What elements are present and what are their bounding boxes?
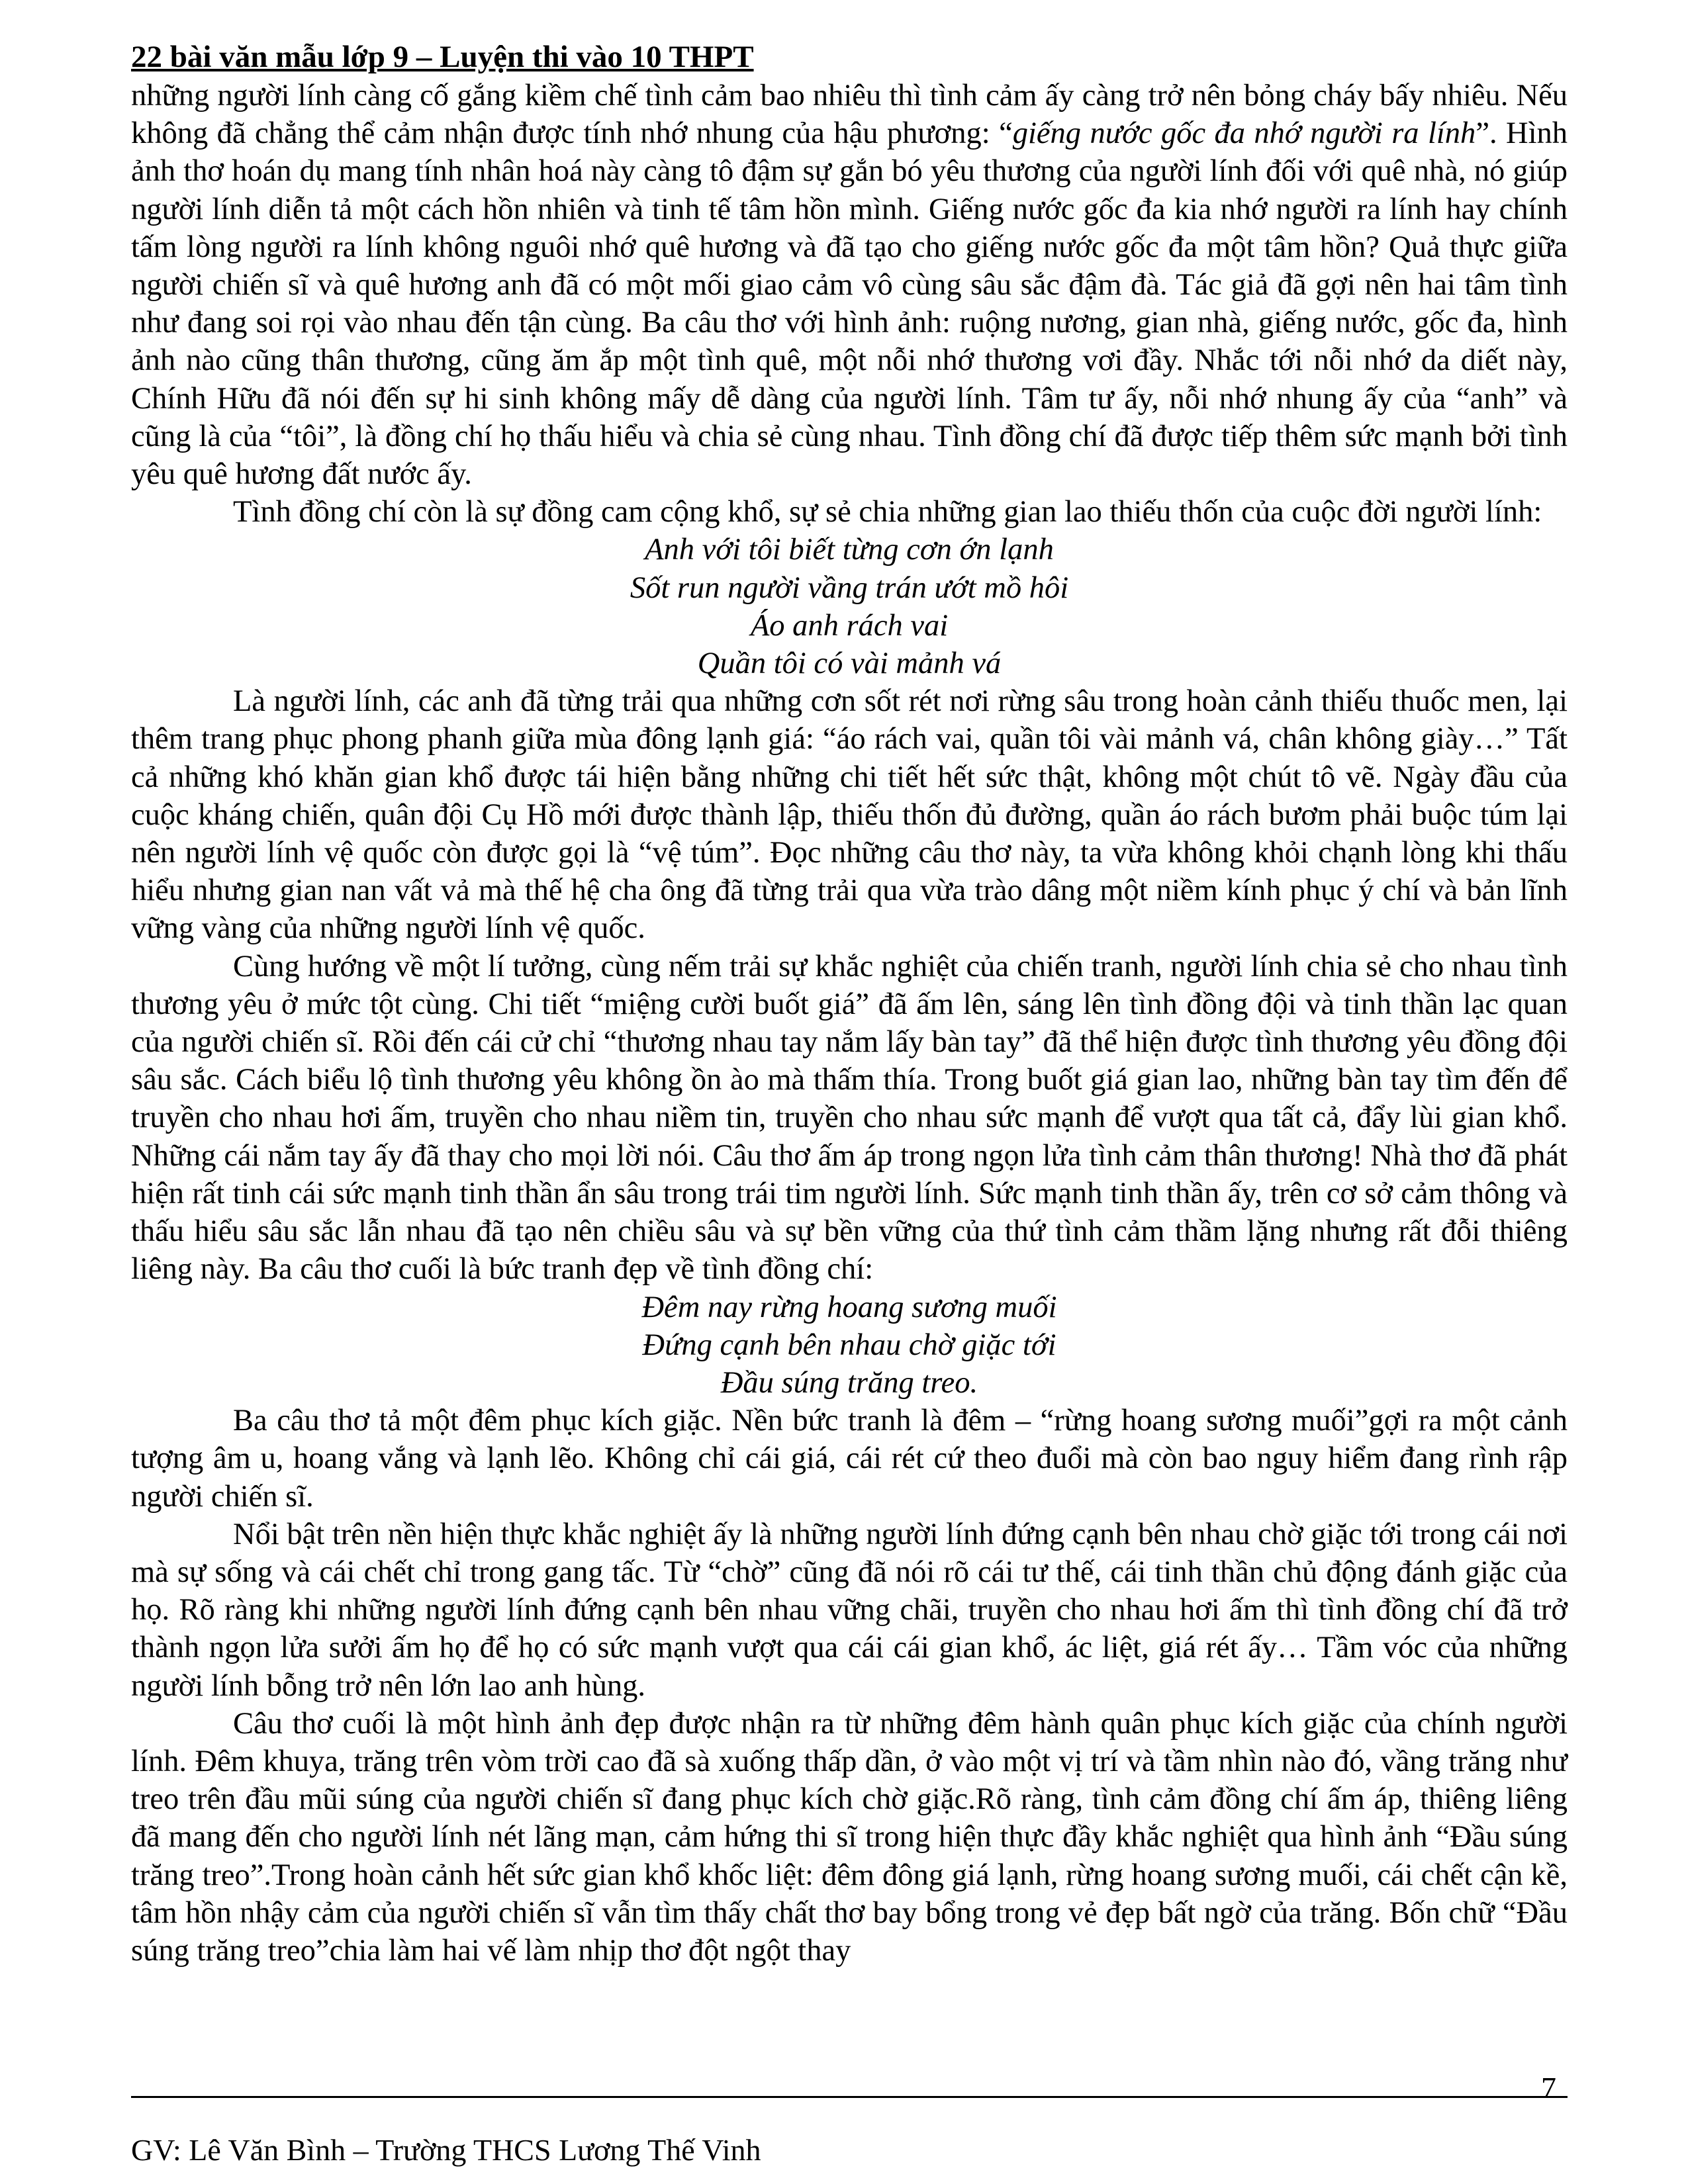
poem-line: Đêm nay rừng hoang sương muối (641, 1290, 1057, 1324)
page-number: 7 (1541, 2071, 1556, 2105)
poem-stanza-1 (131, 531, 1568, 682)
header-title: 22 bài văn mẫu lớp 9 – Luyện thi vào 10 THPT (131, 40, 754, 74)
poem-line: Quần tôi có vài mảnh vá (697, 647, 1002, 681)
poem-line: Áo anh rách vai (750, 608, 949, 643)
footer-divider (131, 2096, 1568, 2098)
paragraph-7: Câu thơ cuối là một hình ảnh đẹp được nhận ra từ những đêm hành quân phục kích giặc của chính người lính. Đêm khuya, trăng trên vòm trời cao đã sà xuống thấp dần, ở vào một vị trí và tầm nhìn nào đó, vầng trăng như treo trên đầu mũi súng của người chiến sĩ đang phục kích chờ giặc.Rõ ràng, tình cảm đồng chí ấm áp, thiêng liêng đã mang đến cho người lính nét lãng mạn, cảm hứng thi sĩ trong hiện thực đầy khắc nghiệt qua hình ảnh “Đầu súng trăng treo”.Trong hoàn cảnh hết sức gian khổ khốc liệt: đêm đông giá lạnh, rừng hoang sương muối, cái chết cận kề, tâm hồn nhậy cảm của người chiến sĩ vẫn tìm thấy chất thơ bay bổng trong vẻ đẹp bất ngờ của trăng. Bốn chữ “Đầu súng trăng treo”chia làm hai vế làm nhịp thơ đột ngột thay (131, 1706, 1568, 1968)
paragraph-6: Nổi bật trên nền hiện thực khắc nghiệt ấy là những người lính đứng cạnh bên nhau chờ giặc tới trong cái nơi mà sự sống và cái chết chỉ trong gang tấc. Từ “chờ” cũng đã nói rõ cái tư thế, cái tinh thần chủ động đánh giặc của họ. Rõ ràng khi những người lính đứng cạnh bên nhau vững chãi, truyền cho nhau hơi ấm thì tình đồng chí đã trở thành ngọn lửa sưởi ấm họ để họ có sức mạnh vượt qua cái cái gian khổ, ác liệt, giá rét ấy… Tầm vóc của những người lính bỗng trở nên lớn lao anh hùng. (131, 1517, 1568, 1703)
poem-line: Anh với tôi biết từng cơn ớn lạnh (645, 533, 1054, 567)
paragraph-2: Tình đồng chí còn là sự đồng cam cộng khổ, sự sẻ chia những gian lao thiếu thốn của cuộc đời người lính: (233, 495, 1542, 529)
document-page (131, 37, 1568, 1970)
poem-line: Đứng cạnh bên nhau chờ giặc tới (642, 1328, 1056, 1362)
poem-stanza-2 (131, 1289, 1568, 1402)
paragraph-4: Cùng hướng về một lí tưởng, cùng nếm trải sự khắc nghiệt của chiến tranh, người lính chia sẻ cho nhau tình thương yêu ở mức tột cùng. Chi tiết “miệng cười buốt giá” đã ấm lên, sáng lên tình đồng đội và tinh thần lạc quan của người chiến sĩ. Rồi đến cái cử chỉ “thương nhau tay nắm lấy bàn tay” đã thể hiện được tình thương yêu đồng đội sâu sắc. Cách biểu lộ tình thương yêu không ồn ào mà thấm thía. Trong buốt giá gian lao, những bàn tay tìm đến để truyền cho nhau hơi ấm, truyền cho nhau niềm tin, truyền cho nhau sức mạnh để vượt qua tất cả, đẩy lùi gian khổ. Những cái nắm tay ấy đã thay cho mọi lời nói. Câu thơ ấm áp trong ngọn lửa tình cảm thân thương! Nhà thơ đã phát hiện rất tinh cái sức mạnh tinh thần ẩn sâu trong trái tim người lính. Sức mạnh tinh thần ấy, trên cơ sở cảm thông và thấu hiểu sâu sắc lẫn nhau đã tạo nên chiều sâu và sự bền vững của thứ tình cảm thầm lặng nhưng rất đỗi thiêng liêng này. Ba câu thơ cuối là bức tranh đẹp về tình đồng chí: (131, 949, 1568, 1287)
paragraph-1-text-a: những người lính càng cố gắng kiềm chế tình cảm bao nhiêu thì tình cảm ấy càng trở nên bỏng cháy bấy nhiêu. Nếu không đã chẳng thể cảm nhận được tính nhớ nhung của hậu phương: “ (131, 79, 1568, 151)
paragraph-5: Ba câu thơ tả một đêm phục kích giặc. Nền bức tranh là đêm – “rừng hoang sương muối”gợi ra một cảnh tượng âm u, hoang vắng và lạnh lẽo. Không chỉ cái giá, cái rét cứ theo đuổi mà còn bao nguy hiểm đang rình rập người chiến sĩ. (131, 1404, 1568, 1514)
paragraph-1-text-b: ”. Hình ảnh thơ hoán dụ mang tính nhân hoá này càng tô đậm sự gắn bó yêu thương của người lính đối với quê nhà, nó giúp người lính diễn tả một cách hồn nhiên và tinh tế tâm hồn mình. Giếng nước gốc đa kia nhớ người ra lính hay chính tấm lòng người ra lính không nguôi nhớ quê hương và đã tạo cho giếng nước gốc đa một tâm hồn? Quả thực giữa người chiến sĩ và quê hương anh đã có một mối giao cảm vô cùng sâu sắc đậm đà. Tác giả đã gợi nên hai tâm tình như đang soi rọi vào nhau đến tận cùng. Ba câu thơ với hình ảnh: ruộng nương, gian nhà, giếng nước, gốc đa, hình ảnh nào cũng thân thương, cũng ăm ắp một tình quê, một nỗi nhớ thương vơi đầy. Nhắc tới nỗi nhớ da diết này, Chính Hữu đã nói đến sự hi sinh không mấy dễ dàng của người lính. Tâm tư ấy, nỗi nhớ nhung ấy của “anh” và cũng là của “tôi”, là đồng chí họ thấu hiểu và chia sẻ cùng nhau. Tình đồng chí đã được tiếp thêm sức mạnh bởi tình yêu quê hương đất nước ấy. (131, 116, 1568, 492)
poem-line: Sốt run người vầng trán ướt mồ hôi (630, 570, 1069, 605)
footer-author: GV: Lê Văn Bình – Trường THCS Lương Thế Vinh (131, 2133, 761, 2167)
paragraph-3: Là người lính, các anh đã từng trải qua những cơn sốt rét nơi rừng sâu trong hoàn cảnh thiếu thuốc men, lại thêm trang phục phong phanh giữa mùa đông lạnh giá: “áo rách vai, quần tôi vài mảnh vá, chân không giày…” Tất cả những khó khăn gian khổ được tái hiện bằng những chi tiết hết sức thật, không một chút tô vẽ. Ngày đầu của cuộc kháng chiến, quân đội Cụ Hồ mới được thành lập, thiếu thốn đủ đường, quần áo rách bươm phải buộc túm lại nên người lính vệ quốc còn được gọi là “vệ túm”. Đọc những câu thơ này, ta vừa không khỏi chạnh lòng khi thấu hiểu nhưng gian nan vất vả mà thế hệ cha ông đã từng trải qua vừa trào dâng một niềm kính phục ý chí và bản lĩnh vững vàng của những người lính vệ quốc. (131, 684, 1568, 946)
poem-line: Đầu súng trăng treo. (720, 1365, 978, 1400)
paragraph-1 (131, 77, 1568, 493)
paragraph-1-quote: giếng nước gốc đa nhớ người ra lính (1012, 116, 1476, 151)
